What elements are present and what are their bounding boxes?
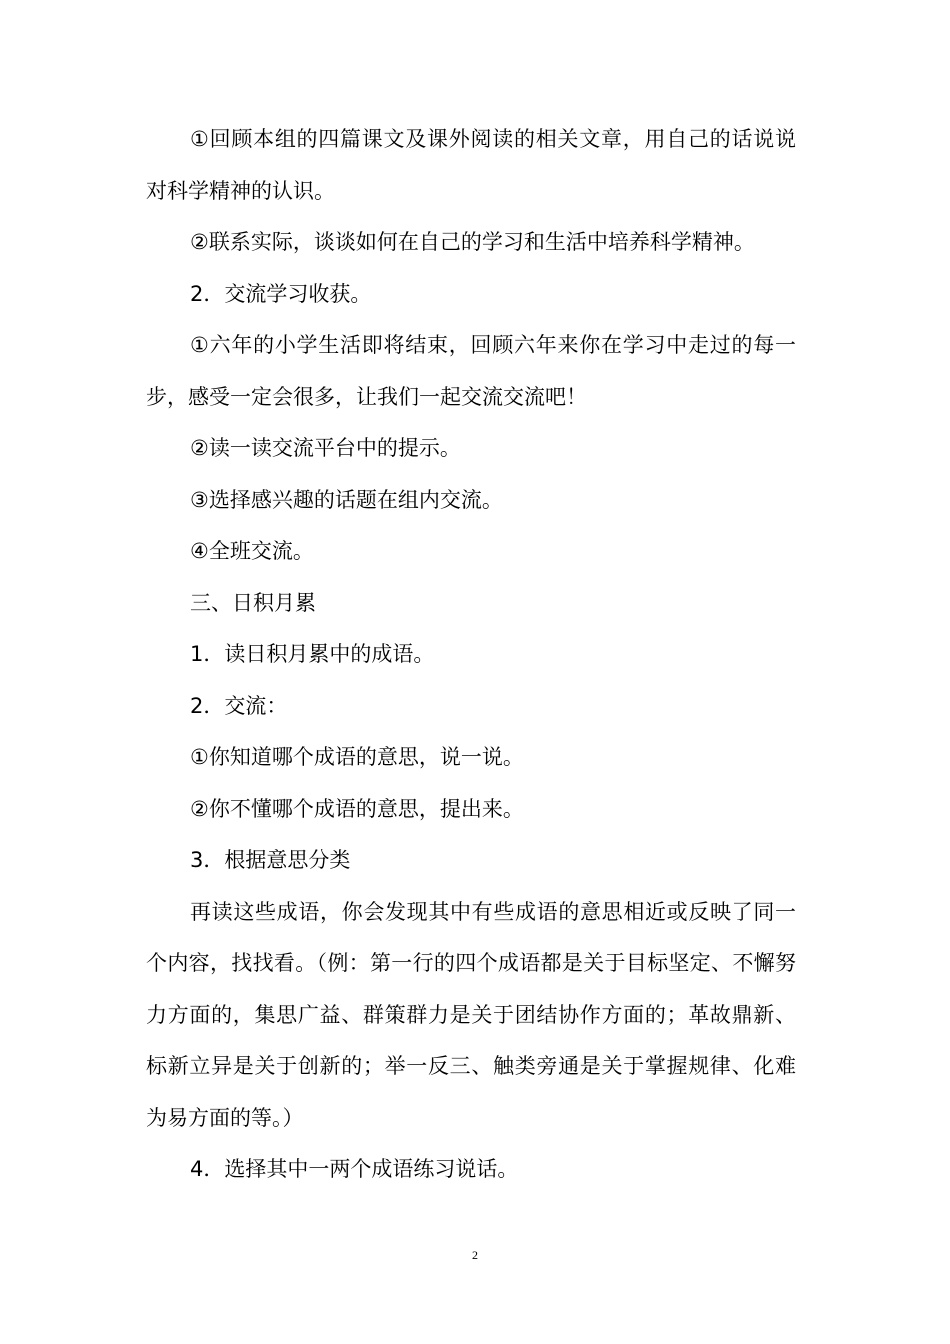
- paragraph-unknown-idioms: ②你不懂哪个成语的意思，提出来。: [190, 796, 524, 821]
- paragraph-group-discussion: ③选择感兴趣的话题在组内交流。: [190, 487, 503, 512]
- paragraph-heading-exchange-gains: 2．交流学习收获。: [190, 281, 372, 306]
- paragraph-six-years-review: ①六年的小学生活即将结束，回顾六年来你在学习中走过的每一步，感受一定会很多，让我们一起交流交流吧！: [146, 333, 796, 409]
- document-body: [146, 114, 796, 1196]
- paragraph-reread-idioms-example: 再读这些成语，你会发现其中有些成语的意思相近或反映了同一个内容，找找看。（例：第一行的四个成语都是关于目标坚定、不懈努力方面的，集思广益、群策群力是关于团结协作方面的；革故鼎新、标新立异是关于创新的；举一反三、触类旁通是关于掌握规律、化难为易方面的等。）: [146, 899, 796, 1130]
- paragraph-exchange: 2．交流：: [190, 693, 288, 718]
- paragraph-practice-speaking: 4．选择其中一两个成语练习说话。: [190, 1157, 519, 1181]
- paragraph-read-idioms: 1．读日积月累中的成语。: [190, 642, 435, 666]
- paragraph-class-discussion: ④全班交流。: [190, 539, 314, 563]
- paragraph-practice-science-spirit: ②联系实际，谈谈如何在自己的学习和生活中培养科学精神。: [190, 230, 755, 254]
- paragraph-classify-by-meaning: 3．根据意思分类: [190, 848, 351, 872]
- paragraph-read-tips: ②读一读交流平台中的提示。: [190, 436, 461, 460]
- page-number: 2: [472, 1248, 478, 1262]
- paragraph-science-spirit-review: ①回顾本组的四篇课文及课外阅读的相关文章，用自己的话说说对科学精神的认识。: [146, 127, 796, 203]
- section-heading-daily-accumulation: 三、日积月累: [190, 590, 316, 615]
- paragraph-known-idioms: ①你知道哪个成语的意思，说一说。: [190, 745, 524, 769]
